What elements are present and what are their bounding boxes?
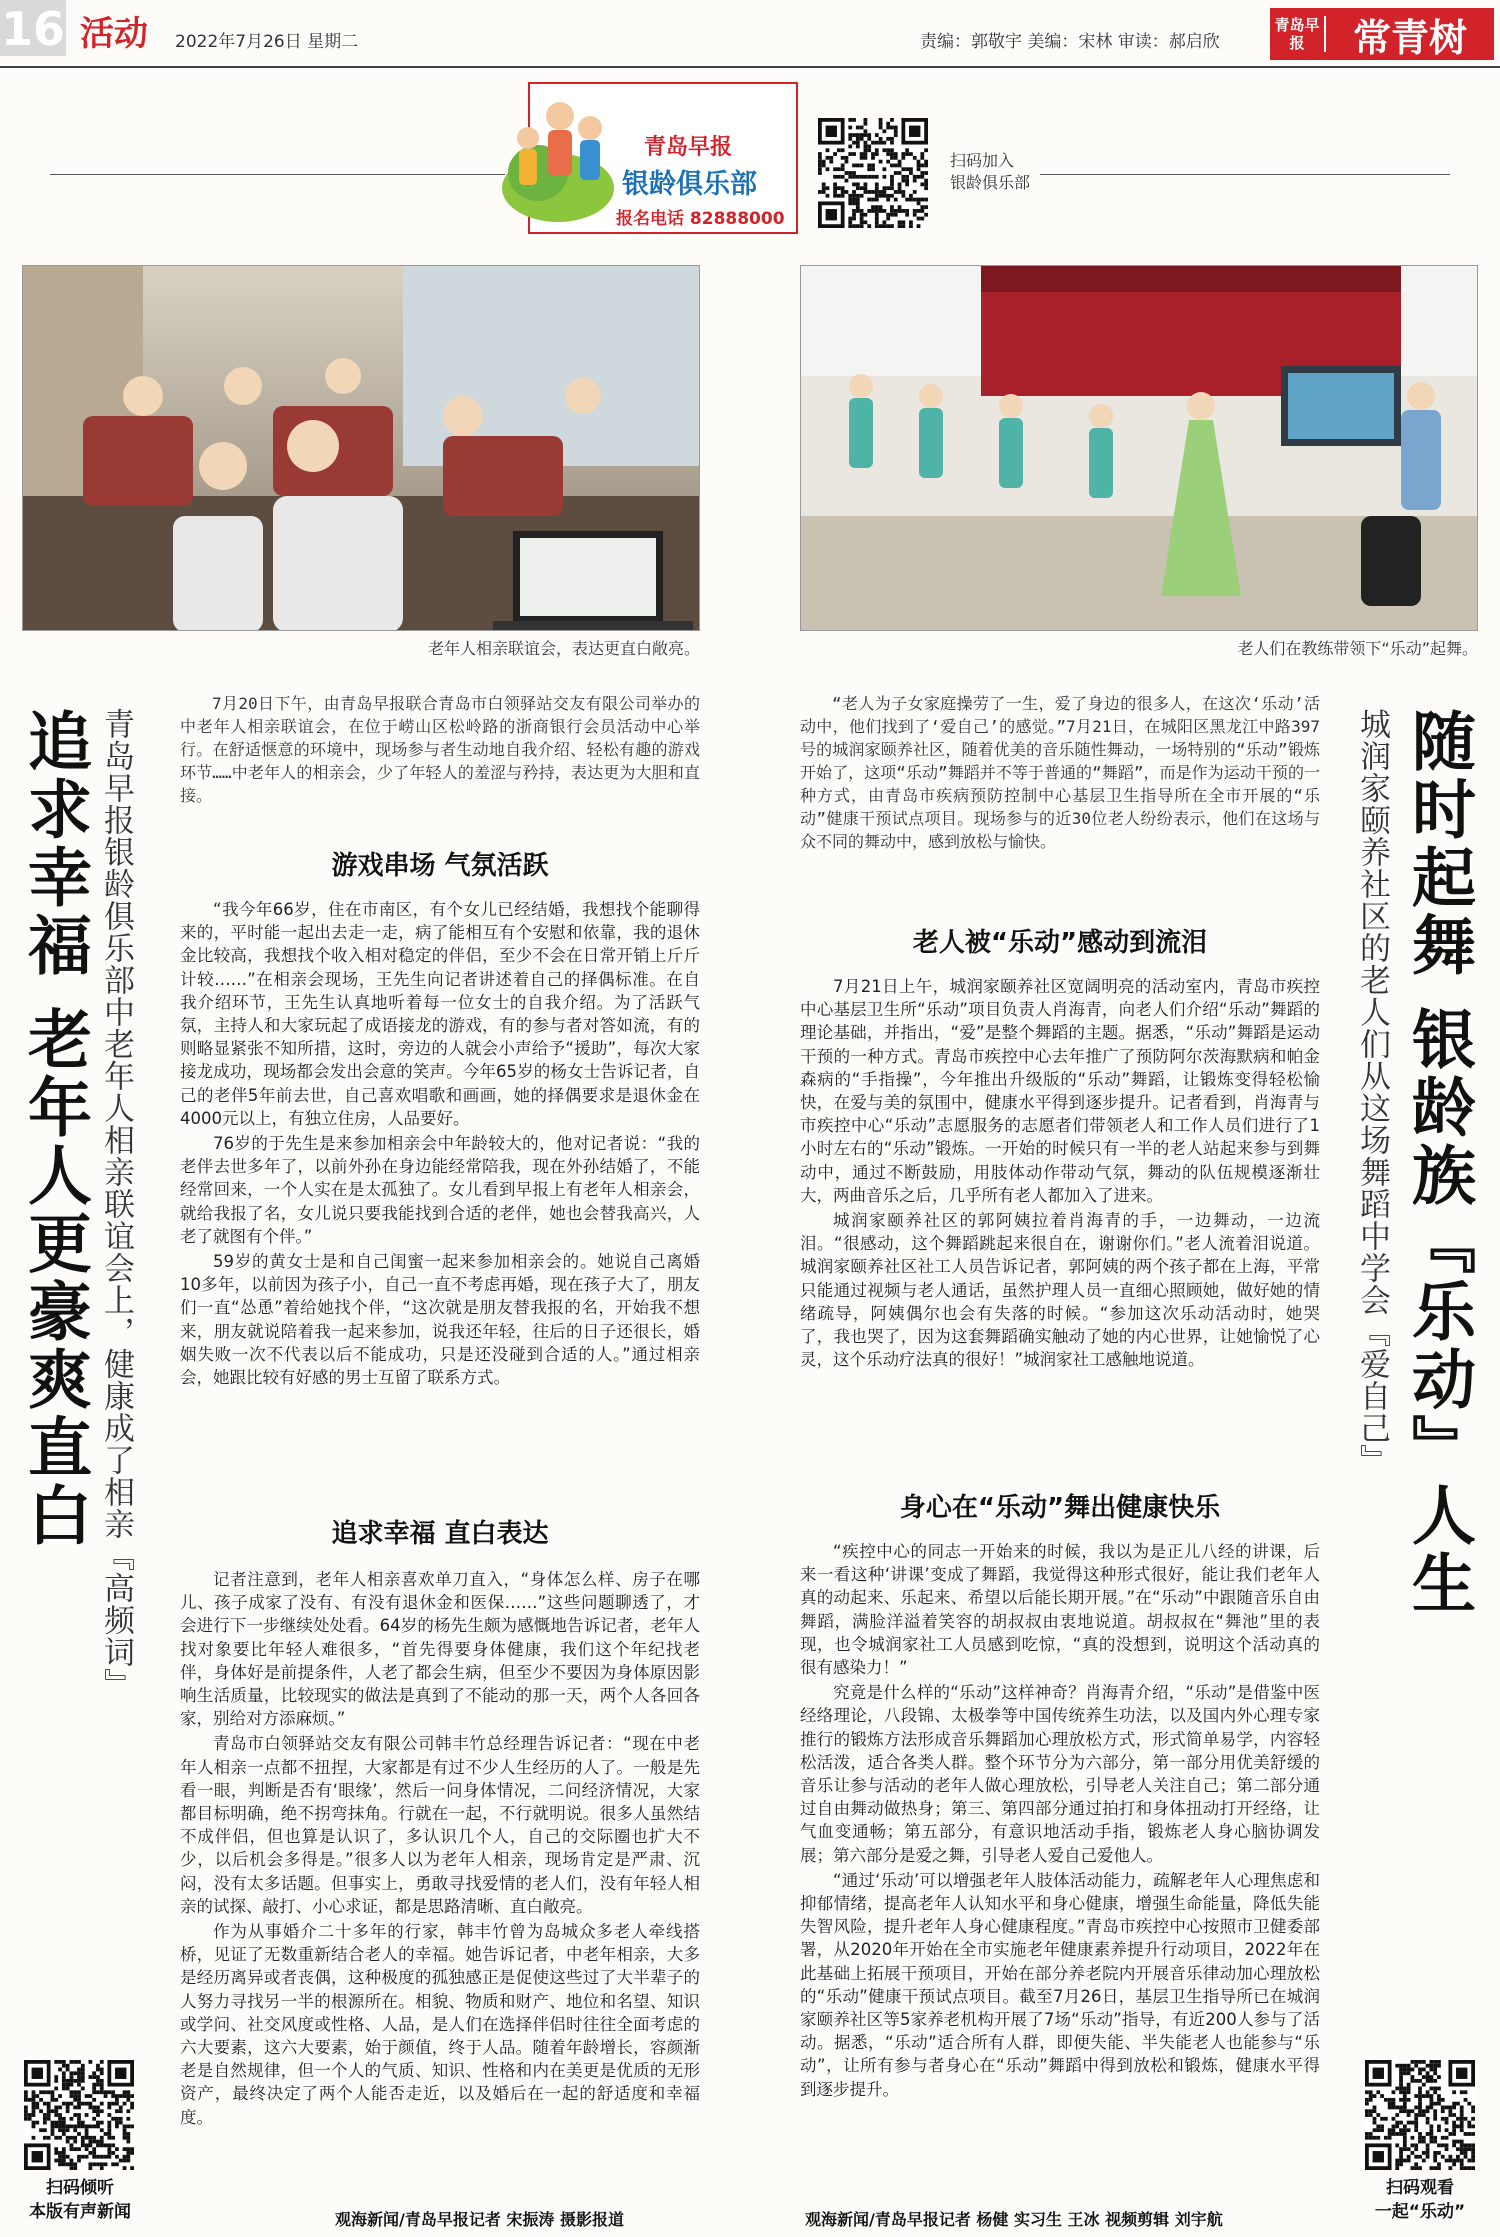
photo-dance-event <box>800 265 1478 631</box>
brand-logo <box>1270 8 1494 60</box>
paragraph: 76岁的于先生是来参加相亲会中年龄较大的，他对记者说：“我的老伴去世多年了，以前外孙在身边能经常陪我，现在外孙结婚了，不能经常回来，一个人实在是太孤独了。女儿看到早报上有老年人相亲会，就给我报了名，女儿说只要我能找到合适的老伴，她也会替我高兴，人老了就图有个伴。” <box>180 1134 700 1246</box>
banner-rule-right <box>1040 174 1450 175</box>
right-section2-body <box>800 1540 1320 2103</box>
audio-news-qr-code[interactable] <box>24 2060 134 2170</box>
left-section1-title: 游戏串场 气氛活跃 <box>331 851 549 881</box>
paragraph: 青岛市白领驿站交友有限公司韩丰竹总经理告诉记者：“现在中老年人相亲一点都不扭捏，大家都是有过不少人生经历的人了。一般是先看一眼，判断是否有‘眼缘’，然后一问身体情况，二问经济情况，大家都目标明确，绝不拐弯抹角。行就在一起，不行就明说。很多人虽然结不成伴侣，但也算是认识了，多认识几个人，自己的交际圈也扩大不少，以后机会多得是。”很多人以为老年人相亲，现场肯定是严肃、沉闷，没有太多话题。但事实上，勇敢寻找爱情的老人们，没有年轻人相亲的试探、敲打、小心求证，都是思路清晰、直白敞亮。 <box>180 1734 700 1916</box>
paragraph: 究竟是什么样的“乐动”这样神奇？肖海青介绍，“乐动”是借鉴中医经络理论，八段锦、太极拳等中国传统养生功法，以及国内外心理专家推行的锻炼方法形成音乐舞蹈加心理放松方式，形式简单易学，内容轻松活泼，适合各类人群。整个环节分为六部分，第一部分用优美舒缓的音乐让参与活动的老年人做心理放松，引导老人关注自己；第二部分通过自由舞动做热身；第三、第四部分通过拍打和身体扭动打开经络，让气血变通畅；第五部分，有意识地活动手指，锻炼老人身心脑协调发展；第六部分是爱之舞，引导老人爱自己爱他人。 <box>800 1683 1320 1865</box>
editor-credits: 责编：郭敬宇 美编：宋林 审读：郝启欣 <box>920 32 1220 52</box>
club-illustration <box>498 78 618 228</box>
club-paper-name: 青岛早报 <box>644 135 733 160</box>
publication-date: 2022年7月26日 星期二 <box>175 32 359 52</box>
paragraph: 59岁的黄女士是和自己闺蜜一起来参加相亲会的。她说自己离婚10多年，以前因为孩子小，自己一直不考虑再婚，现在孩子大了，朋友们一直“怂恿”着给她找个伴，“这次就是朋友替我报的名，开始我不想来，朋友就说陪着我一起来参加，说我还年轻，往后的日子还很长，婚姻失败一次不代表以后不能成功，只是还没碰到合适的人。”通过相亲会，她跟比较有好感的男士互留了联系方式。 <box>180 1252 700 1388</box>
paragraph: 7月21日上午，城润家颐养社区宽阔明亮的活动室内，青岛市疾控中心基层卫生所“乐动”项目负责人肖海青，向老人们介绍“乐动”舞蹈的理论基础，并指出，“爱”是整个舞蹈的主题。据悉，“乐动”舞蹈是运动干预的一种方式。青岛市疾控中心去年推广了预防阿尔茨海默病和帕金森病的“手指操”，今年推出升级版的“乐动”舞蹈，让锻炼变得轻松愉快，在爱与美的氛围中，健康水平得到逐步提升。记者看到，肖海青与市疾控中心“乐动”志愿服务的志愿者们带领老人和工作人员们进行了1小时左右的“乐动”锻炼。一开始的时候只有一半的老人站起来参与到舞动中，通过不断鼓励，用肢体动作带动气氛，舞动的队伍规模逐渐壮大，两曲音乐之后，几乎所有老人都加入了进来。 <box>800 977 1320 1205</box>
audio-news-qr-caption: 扫码倾听 本版有声新闻 <box>29 2178 131 2222</box>
paragraph: “我今年66岁，住在市南区，有个女儿已经结婚，我想找个能聊得来的，平时能一起出去走一走，病了能相互有个安慰和依靠，我的退休金比较高，我想找个收入相对稳定的伴侣，至少不会在日常开销上斤斤计较……”在相亲会现场，王先生向记者讲述着自己的择偶标准。在自我介绍环节，王先生认真地听着每一位女士的自我介绍。为了活跃气氛，主持人和大家玩起了成语接龙的游戏，有的参与者对答如流，有的则略显紧张不知所措，这时，旁边的人就会小声给予“援助”，每次大家接龙成功，现场都会发出会意的笑声。今年65岁的杨女士告诉记者，自己的老伴5年前去世，自己喜欢唱歌和画画，她的择偶要求是退休金在4000元以上，有独立住房，人品要好。 <box>180 900 700 1128</box>
photo-caption-right: 老人们在教练带领下“乐动”起舞。 <box>1237 639 1478 658</box>
right-byline: 观海新闻/青岛早报记者 杨健 实习生 王冰 视频剪辑 刘宇航 <box>805 2210 1223 2229</box>
club-phone: 报名电话 82888000 <box>616 209 785 229</box>
photo-matchmaking-event <box>22 265 700 631</box>
photo-caption-left: 老年人相亲联谊会，表达更直白敞亮。 <box>427 639 700 658</box>
paragraph: “通过‘乐动’可以增强老年人肢体活动能力，疏解老年人心理焦虑和抑郁情绪，提高老年人认知水平和身心健康，增强生命能量，降低失能失智风险，提升老年人身心健康程度。”青岛市疾控中心按照市卫健委部署，从2020年开始在全市实施老年健康素养提升行动项目，2022年在此基础上拓展干预项目，开始在部分养老院内开展音乐律动加心理放松的“乐动”健康干预试点项目。截至7月26日，基层卫生指导所已在城润家颐养社区等5家养老机构开展了7场“乐动”指导，有近200人参与了活动。据悉，“乐动”适合所有人群，即便失能、半失能老人也能参与“乐动”，让所有参与者身心在“乐动”舞蹈中得到放松和锻炼，健康水平得到逐步提升。 <box>800 1870 1320 2099</box>
left-section2-body <box>180 1568 700 2131</box>
paragraph: “疾控中心的同志一开始来的时候，我以为是正儿八经的讲课，后来一看这种‘讲课’变成了舞蹈，我觉得这种形式很好，能让我们老年人真的动起来、乐起来、希望以后能长期开展。”在“乐动”中跟随音乐自由舞蹈，满脸洋溢着笑容的胡叔叔由衷地说道。胡叔叔在“舞池”里的表现，也令城润家社工人员感到吃惊，“真的没想到，说明这个活动真的很有感染力！” <box>800 1542 1320 1678</box>
left-lead: 7月20日下午，由青岛早报联合青岛市白领驿站交友有限公司举办的中老年人相亲联谊会，在位于崂山区松岭路的浙商银行会员活动中心举行。在舒适惬意的环境中，现场参与者生动地自我介绍、轻松有趣的游戏环节……中老年人的相亲会，少了年轻人的羞涩与矜持，表达更为大胆和直接。 <box>180 694 700 805</box>
right-subheadline: 城润家颐养社区的老人们从这场舞蹈中学会『爱自己』 <box>1354 708 1390 1476</box>
right-section1-title: 老人被“乐动”感动到流泪 <box>912 928 1208 958</box>
right-section2-title: 身心在“乐动”舞出健康快乐 <box>899 1493 1221 1523</box>
left-section2-title: 追求幸福 直白表达 <box>331 1519 549 1549</box>
video-qr-caption: 扫码观看 一起“乐动” <box>1374 2178 1466 2222</box>
brand-sub: 青岛早报 <box>1270 16 1326 52</box>
section-title: 活动 <box>80 14 148 54</box>
page-number: 16 <box>0 2 65 56</box>
banner-rule-left <box>50 174 505 175</box>
right-headline: 随时起舞 银龄族『乐动』人生 <box>1401 708 1475 1619</box>
club-name: 银龄俱乐部 <box>622 169 757 200</box>
header-rule <box>0 66 1500 68</box>
video-qr-code[interactable] <box>1365 2060 1475 2170</box>
brand-main: 常青树 <box>1352 14 1467 60</box>
left-byline: 观海新闻/青岛早报记者 宋振涛 摄影报道 <box>335 2210 624 2229</box>
paragraph: 作为从事婚介二十多年的行家，韩丰竹曾为岛城众多老人牵线搭桥，见证了无数重新结合老人的幸福。她告诉记者，中老年相亲，大多是经历离异或者丧偶，这种极度的孤独感正是促使这些过了大半辈子的人努力寻找另一半的根源所在。相貌、物质和财产、地位和名望、知识或学问、社交风度或性格、人品，是人们在选择伴侣时往往全面考虑的六大要素，这六大要素，始于颜值，终于人品。随着年龄增长，容颜渐老是自然规律，但一个人的气质、知识、性格和内在美更是优质的无形资产，最终决定了两个人能否走近，以及婚后在一起的舒适度和幸福度。 <box>180 1922 700 2127</box>
club-banner <box>528 82 798 234</box>
join-club-qr-code[interactable] <box>818 118 928 228</box>
left-headline: 追求幸福 老年人更豪爽直白 <box>17 708 91 1551</box>
join-club-scan-text: 扫码加入 银龄俱乐部 <box>950 151 1031 192</box>
left-section1-body <box>180 898 700 1391</box>
right-lead: “老人为子女家庭操劳了一生，爱了身边的很多人，在这次‘乐动’活动中，他们找到了‘爱自己’的感觉。”7月21日，在城阳区黑龙江中路397号的城润家颐养社区，随着优美的音乐随性舞动，一场特别的“乐动”锻炼开始了，这项“乐动”舞蹈并不等于普通的“舞蹈”，而是作为运动干预的一种方式，由青岛市疾病预防控制中心基层卫生指导所在全市开展的“乐动”健康干预试点项目。现场参与的近30位老人纷纷表示，他们在这场与众不同的舞动中，感到放松与愉快。 <box>800 694 1320 851</box>
right-section1-body <box>800 975 1320 1373</box>
paragraph: 记者注意到，老年人相亲喜欢单刀直入，“身体怎么样、房子在哪儿、孩子成家了没有、有没有退休金和医保……”这些问题聊透了，才会进行下一步继续处处看。64岁的杨先生颇为感慨地告诉记者，老年人找对象要比年轻人难很多，“首先得要身体健康，我们这个年纪找老伴，身体好是前提条件，人老了都会生病，但至少不要因为身体原因影响生活质量，比较现实的做法是真到了不能动的那一天，两个人各回各家，别给对方添麻烦。” <box>180 1570 700 1729</box>
paragraph: 城润家颐养社区的郭阿姨拉着肖海青的手，一边舞动，一边流泪。“很感动，这个舞蹈跳起来很自在，谢谢你们。”老人流着泪说道。城润家颐养社区社工人员告诉记者，郭阿姨的两个孩子都在上海，平常只能通过视频与老人通话，虽然护理人员一直细心照顾她，做好她的情绪疏导，阿姨偶尔也会有失落的时候。“参加这次乐动活动时，她哭了，我也哭了，因为这套舞蹈确实触动了她的内心世界，让她愉悦了心灵，这个乐动疗法真的很好！”城润家社工感触地说道。 <box>800 1211 1320 1370</box>
left-subheadline: 青岛早报银龄俱乐部中老年人相亲联谊会上，健康成了相亲『高频词』 <box>98 708 134 1700</box>
